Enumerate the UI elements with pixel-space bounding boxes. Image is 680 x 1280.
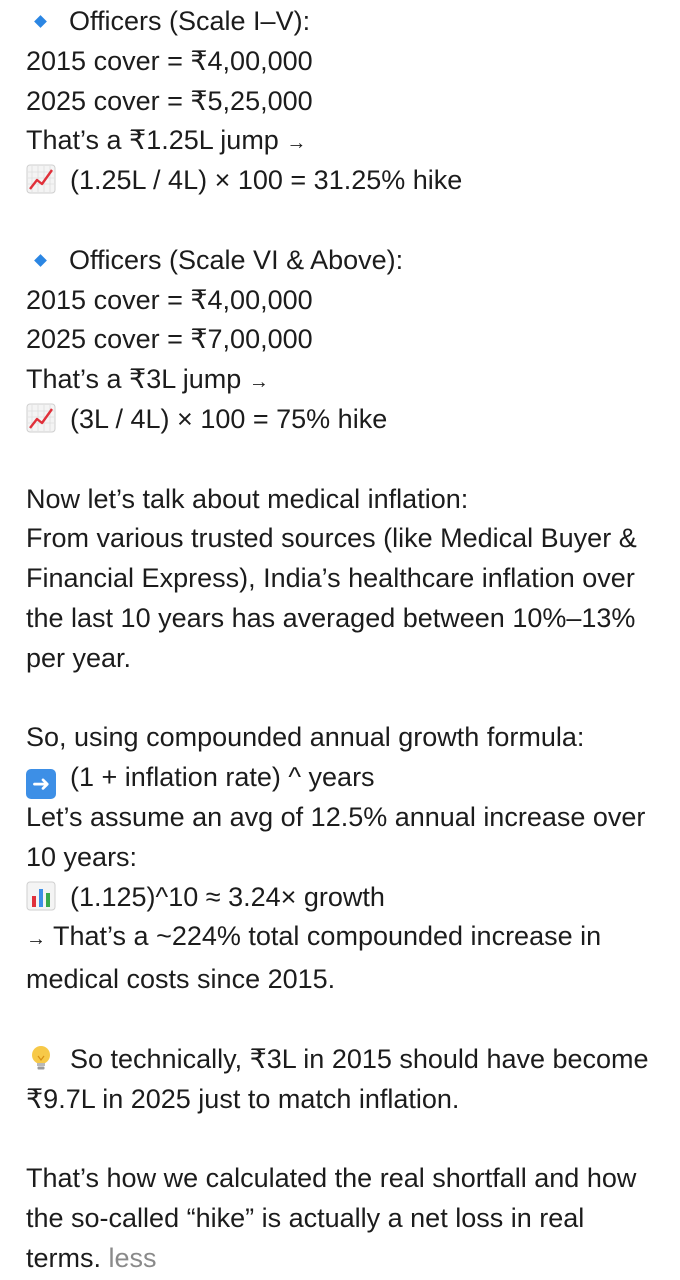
scale1-jump: That’s a ₹1.25L jump [26,125,279,156]
total-increase: That’s a ~224% total compounded increase in medical costs since 2015. [26,921,602,995]
right-arrow-icon: → [286,132,307,155]
scale1-jump-line [26,121,666,161]
formula-intro: So, using compounded annual growth formula: [26,722,585,753]
growth: (1.125)^10 ≈ 3.24× growth [70,881,385,912]
scale1-calc: (1.25L / 4L) × 100 = 31.25% hike [70,165,463,196]
inflation-intro: Now let’s talk about medical inflation: [26,483,469,514]
scale6-heading: Officers (Scale VI & Above): [69,244,404,275]
spacer [26,440,666,480]
formula-line [26,758,666,798]
spacer [26,679,666,719]
scale1-heading-line [26,2,666,42]
technically-line [26,1040,666,1120]
conclusion-line [26,1159,666,1278]
scale6-2015: 2015 cover = ₹4,00,000 [26,284,313,315]
scale6-heading-line [26,241,666,281]
post-text [26,2,666,1279]
scale6-jump: That’s a ₹3L jump [26,364,242,395]
scale1-calc-line [26,161,666,201]
right-arrow-icon: → [248,371,269,394]
scale1-2025: 2025 cover = ₹5,25,000 [26,85,313,116]
chart-increasing-icon [26,403,56,433]
conclusion: That’s how we calculated the real shortfall and how the so-called “hike” is actually a net loss in real terms. [26,1163,637,1273]
spacer [26,1119,666,1159]
scale1-heading: Officers (Scale I–V): [69,6,311,36]
scale6-2025: 2025 cover = ₹7,00,000 [26,324,313,355]
right-arrow-icon: → [26,928,46,951]
spacer [26,201,666,241]
scale6-jump-line [26,360,666,400]
scale6-calc: (3L / 4L) × 100 = 75% hike [70,403,388,434]
spacer [26,1000,666,1040]
right-arrow-icon: ➜ [26,769,56,799]
scale6-calc-line [26,400,666,440]
chart-increasing-icon [26,164,56,194]
total-increase-line [26,917,666,1000]
blue-diamond-icon [34,254,47,267]
inflation-body: From various trusted sources (like Medical Buyer & Financial Express), India’s healthcare inflation over the last 10 years has averaged between 10%–13% per year. [26,523,637,673]
light-bulb-icon [26,1043,56,1073]
growth-line [26,878,666,918]
blue-diamond-icon [34,15,47,28]
scale1-2015: 2015 cover = ₹4,00,000 [26,45,313,76]
assume: Let’s assume an avg of 12.5% annual increase over 10 years: [26,801,646,872]
less-link[interactable]: less [108,1242,157,1273]
bar-chart-icon [26,881,56,911]
formula: (1 + inflation rate) ^ years [70,762,375,793]
technically: So technically, ₹3L in 2015 should have become ₹9.7L in 2025 just to match inflation. [26,1043,649,1114]
